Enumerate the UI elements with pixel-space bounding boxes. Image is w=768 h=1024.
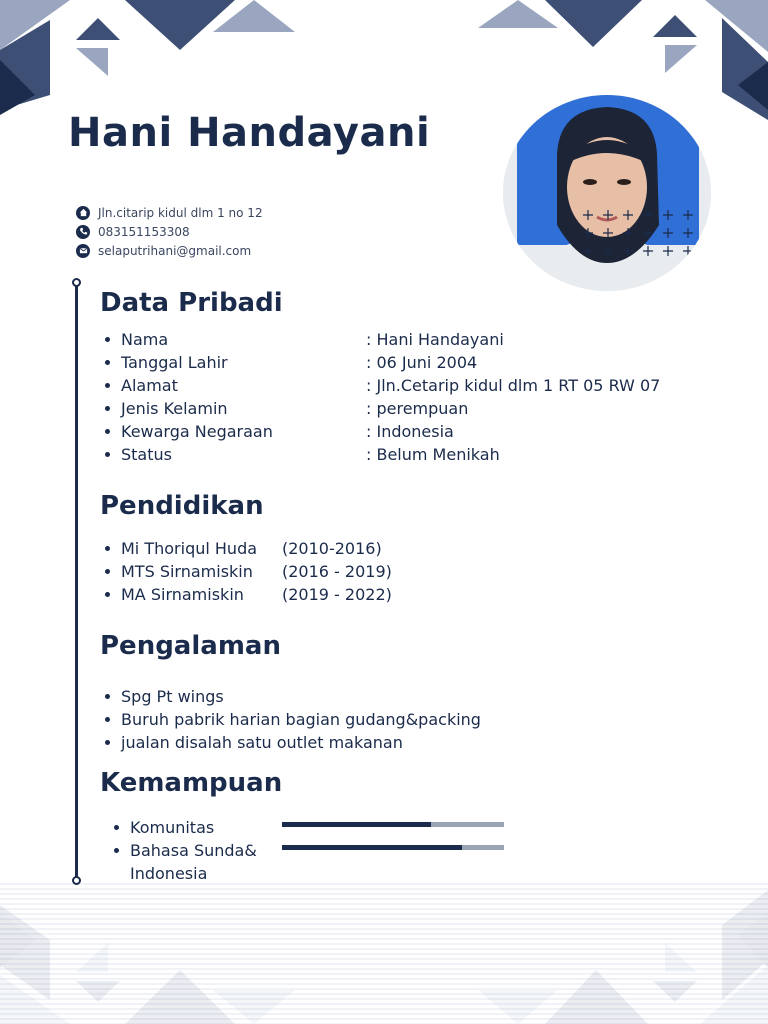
list-item: Jenis Kelamin : perempuan [103,397,660,420]
section-title-kemampuan: Kemampuan [100,768,283,798]
skill-item-komunitas [112,816,257,839]
section-title-pengalaman: Pengalaman [100,631,281,661]
timeline-line [75,282,78,880]
home-icon [76,206,90,220]
list-item: Nama : Hani Handayani [103,328,660,351]
skill-label-continuation: Indonesia [130,864,208,883]
personal-data-list [103,328,660,466]
contact-address [76,203,263,222]
list-item: Spg Pt wings [103,685,481,708]
list-item: Mi Thoriqul Huda (2010-2016) [103,537,392,560]
phone-icon [76,225,90,239]
timeline-dot-top [72,278,81,287]
experience-list [103,685,481,754]
skill-bar [282,822,504,827]
section-title-pendidikan: Pendidikan [100,491,264,521]
email-text: selaputrihani@gmail.com [98,243,252,258]
skill-bar [282,845,504,850]
list-item: MTS Sirnamiskin (2016 - 2019) [103,560,392,583]
phone-text: 083151153308 [98,224,190,239]
skill-label: Bahasa Sunda& [130,841,257,860]
list-item: Status : Belum Menikah [103,443,660,466]
skill-item-bahasa [112,839,257,862]
contact-phone [76,222,263,241]
education-list [103,537,392,606]
address-text: Jln.citarip kidul dlm 1 no 12 [98,205,263,220]
list-item: Tanggal Lahir : 06 Juni 2004 [103,351,660,374]
list-item: Kewarga Negaraan : Indonesia [103,420,660,443]
list-item: Alamat : Jln.Cetarip kidul dlm 1 RT 05 RW 07 [103,374,660,397]
list-item: jualan disalah satu outlet makanan [103,731,481,754]
skill-label: Komunitas [130,818,215,837]
section-title-data-pribadi: Data Pribadi [100,288,283,318]
candidate-name: Hani Handayani [68,110,431,156]
contact-email [76,241,263,260]
profile-photo [503,95,711,291]
list-item: Buruh pabrik harian bagian gudang&packing [103,708,481,731]
skill-bar-fill [282,822,431,827]
bottom-stripe-background [0,880,768,1024]
email-icon [76,244,90,258]
list-item: MA Sirnamiskin (2019 - 2022) [103,583,392,606]
skill-bar-fill [282,845,462,850]
contact-info [76,203,263,260]
skills-list [112,816,257,885]
timeline-dot-bottom [72,876,81,885]
